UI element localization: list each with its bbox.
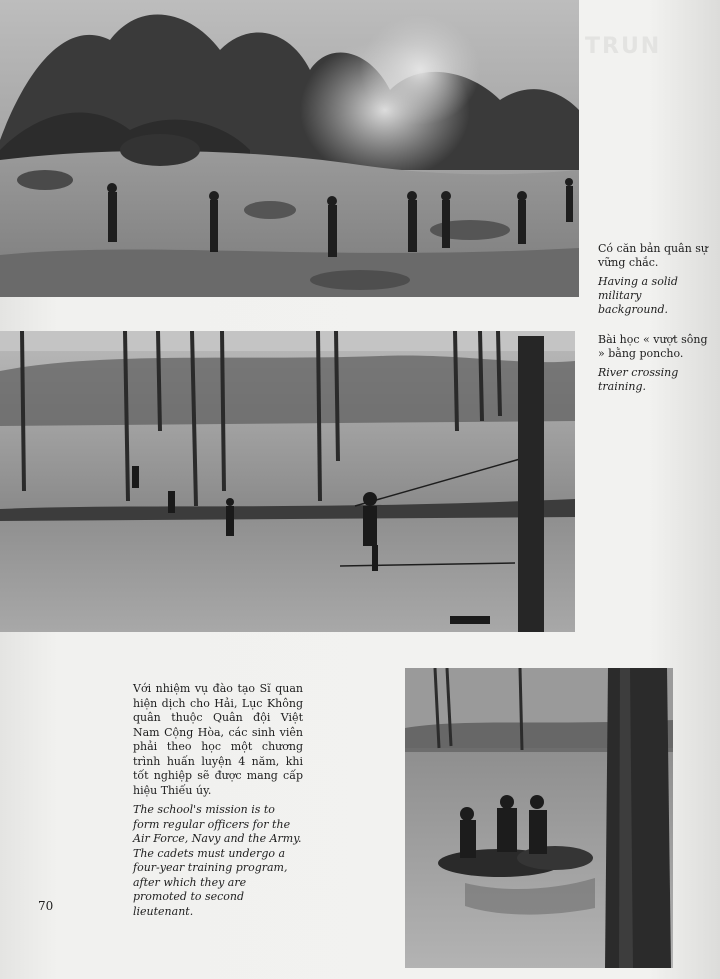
river-crossing-illustration <box>0 331 575 632</box>
photo-caption-military-background <box>598 242 710 317</box>
poncho-raft-photo <box>405 668 673 968</box>
combat-training-field-photo <box>0 0 579 297</box>
caption-english: Having a solid military background. <box>598 275 678 316</box>
poncho-raft-illustration <box>405 668 673 968</box>
caption-vietnamese: Có căn bản quân sự vững chắc. <box>598 242 709 269</box>
faint-heading: TRUN <box>585 34 662 59</box>
caption-english: River crossing training. <box>598 366 679 393</box>
photo-caption-river-crossing <box>598 333 710 394</box>
caption-vietnamese: Bài học « vượt sông » bằng poncho. <box>598 333 708 360</box>
article-vietnamese: Với nhiệm vụ đào tạo Sĩ quan hiện dịch cho Hải, Lục Không quân thuộc Quân đội Việt Nam Cộng Hòa, các sinh viên phải theo học một chương trình huấn luyện 4 năm, khi tốt nghiệp sẽ được mang cấp hiệu Thiếu úy. <box>133 682 303 797</box>
article-text-block <box>133 682 303 919</box>
article-english: The school's mission is to form regular officers for the Air Force, Navy and the Army. The cadets must undergo a four-year training program, after which they are promoted to second lieutenant. <box>133 803 302 918</box>
combat-training-field-illustration <box>0 0 579 297</box>
river-crossing-photo <box>0 331 575 632</box>
page-number: 70 <box>38 899 54 913</box>
